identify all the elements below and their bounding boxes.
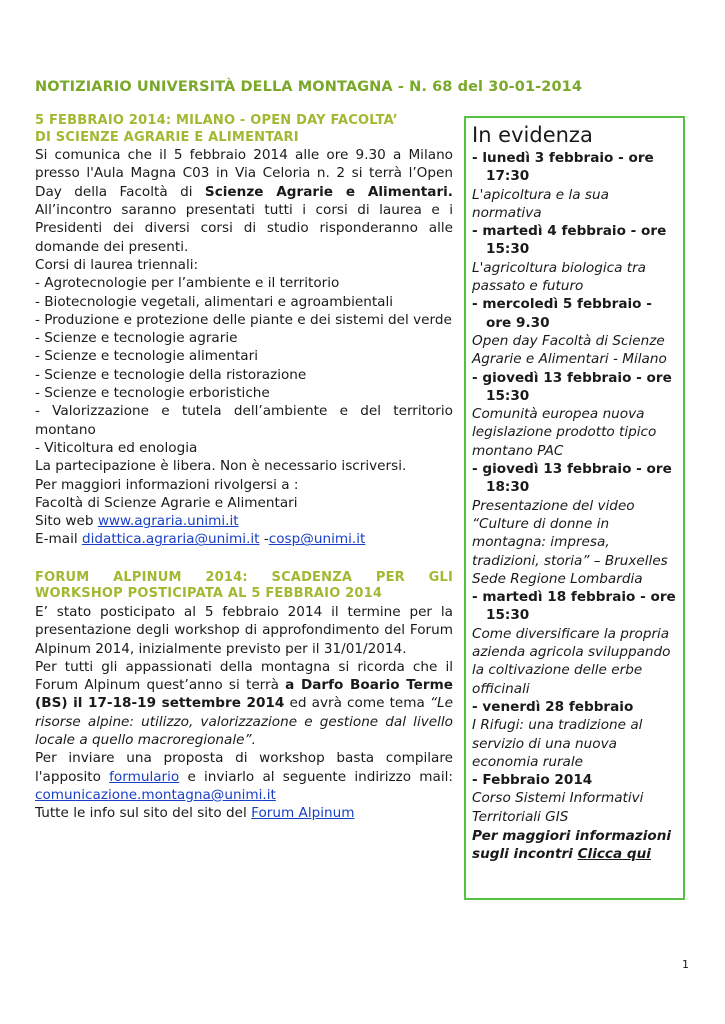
course-item: - Scienze e tecnologie alimentari: [35, 348, 259, 365]
event-date: - Febbraio 2014: [472, 772, 593, 789]
more-info-text: Per maggiori informazioni sugli incontri: [472, 827, 672, 863]
event-date: - mercoledì 5 febbraio - ore 9.30: [472, 296, 652, 331]
article-title: [35, 113, 453, 146]
paragraph-text: Per inviare una proposta di workshop basta compilare l'apposito: [35, 750, 453, 785]
event-title: Come diversificare la propria azienda agricola sviluppando la coltivazione delle erbe officinali: [472, 625, 671, 697]
course-item: - Scienze e tecnologie della ristorazione: [35, 366, 307, 383]
event-title: L'apicoltura e la sua normativa: [472, 186, 609, 221]
course-item: - Scienze e tecnologie agrarie: [35, 330, 238, 347]
event-date: - giovedì 13 febbraio - ore 18:30: [472, 461, 672, 496]
courses-list: [35, 274, 453, 457]
article-title-line: DI SCIENZE AGRARIE E ALIMENTARI: [35, 129, 299, 145]
event-date: - martedì 4 febbraio - ore 15:30: [472, 223, 667, 258]
form-link[interactable]: formulario: [109, 768, 180, 785]
forum-theme: “Le risorse alpine: utilizzo, valorizzazione e gestione dal livello locale a quello macroregionale”.: [35, 695, 453, 748]
event-date: - venerdì 28 febbraio: [472, 698, 634, 715]
info-note: Per maggiori informazioni rivolgersi a :: [35, 476, 299, 493]
course-item: - Produzione e protezione delle piante e dei sistemi del verde: [35, 311, 452, 328]
event-title: Comunità europea nuova legislazione prodotto tipico montano PAC: [472, 406, 657, 459]
email-line: [35, 530, 453, 548]
website-line: [35, 512, 453, 530]
event-date: - martedì 18 febbraio - ore 15:30: [472, 589, 676, 624]
more-info: [472, 827, 678, 864]
event-location-date: a Darfo Boario Terme (BS) il 17-18-19 settembre 2014: [35, 677, 453, 712]
event-title: L'agricoltura biologica tra passato e futuro: [472, 259, 646, 295]
paragraph-text: Per tutti gli appassionati della montagna si ricorda che il Forum Alpinum quest’anno si terrà: [35, 658, 453, 694]
event-date: - giovedì 13 febbraio - ore 15:30: [472, 369, 672, 404]
newsletter-header: NOTIZIARIO UNIVERSITÀ DELLA MONTAGNA - N. 68 del 30-01-2014: [35, 79, 583, 95]
intro-text: Si comunica che il 5 febbraio 2014 alle ore 9.30 a Milano presso l'Aula Magna C03 in Via Celoria n. 2 si terrà l’Open Day della Facoltà di: [35, 147, 453, 200]
forum-alpinum-link[interactable]: Forum Alpinum: [251, 805, 355, 822]
event-date: - lunedì 3 febbraio - ore 17:30: [472, 150, 654, 185]
course-item: - Agrotecnologie per l’ambiente e il territorio: [35, 275, 340, 292]
event-title: Corso Sistemi Informativi Territoriali GIS: [472, 790, 644, 825]
intro-text: All’incontro saranno presentati tutti i corsi di laurea e i Presidenti dei diversi corsi di studio risponderanno alle domande dei presenti.: [35, 202, 453, 255]
paragraph-text: ed avrà come tema: [284, 695, 431, 712]
article-forum-alpinum: [35, 570, 453, 823]
article-title-line: 5 FEBBRAIO 2014: MILANO - OPEN DAY FACOLTA’: [35, 113, 398, 128]
article-title: [35, 570, 453, 603]
course-item: - Viticoltura ed enologia: [35, 439, 198, 456]
article-intro: [35, 146, 453, 256]
event-title: Presentazione del video “Culture di donne in montagna: impresa, tradizioni, storia” – Bruxelles Sede Regione Lombardia: [472, 497, 668, 587]
event-title: I Rifugi: una tradizione al servizio di una nuova economia rurale: [472, 717, 643, 770]
article-title-line: WORKSHOP POSTICIPATA AL 5 FEBBRAIO 2014: [35, 586, 383, 602]
sidebar-title: In evidenza: [472, 123, 593, 147]
article-paragraph: [35, 749, 453, 804]
course-item: - Biotecnologie vegetali, alimentari e agroambientali: [35, 293, 394, 310]
course-item: - Valorizzazione e tutela dell’ambiente e del territorio montano: [35, 403, 453, 438]
email-separator: -: [259, 531, 269, 548]
website-label: Sito web: [35, 513, 98, 530]
main-column: [35, 113, 453, 822]
email-link-didattica[interactable]: didattica.agraria@unimi.it: [81, 531, 260, 548]
article-paragraph: E’ stato posticipato al 5 febbraio 2014 il termine per la presentazione degli workshop di approfondimento del Forum Alpinum 2014, inizialmente previsto per il 31/01/2014.: [35, 603, 453, 657]
email-link-cosp[interactable]: cosp@unimi.it: [268, 531, 366, 548]
events-list: [472, 149, 678, 826]
email-link-comunicazione[interactable]: comunicazione.montagna@unimi.it: [35, 786, 276, 803]
email-label: E-mail: [35, 531, 82, 548]
course-item: - Scienze e tecnologie erboristiche: [35, 385, 270, 402]
click-here-link[interactable]: Clicca qui: [577, 846, 651, 863]
page-number: 1: [682, 958, 689, 971]
paragraph-text: e inviarlo al seguente indirizzo mail:: [179, 768, 453, 785]
article-paragraph: [35, 658, 453, 749]
article-open-day: [35, 113, 453, 549]
faculty-name: Scienze Agrarie e Alimentari.: [204, 183, 453, 200]
event-title: Open day Facoltà di Scienze Agrarie e Alimentari - Milano: [472, 332, 667, 368]
participation-note: La partecipazione è libera. Non è necessario iscriversi.: [35, 458, 407, 475]
paragraph-text: Tutte le info sul sito del sito del: [35, 805, 252, 822]
highlights-sidebar: [464, 116, 685, 900]
courses-label: Corsi di laurea triennali:: [35, 256, 199, 273]
article-title-line: FORUM ALPINUM 2014: SCADENZA PER GLI: [35, 569, 453, 585]
website-link[interactable]: www.agraria.unimi.it: [97, 513, 239, 530]
article-paragraph: [35, 804, 453, 822]
faculty-contact: Facoltà di Scienze Agrarie e Alimentari: [35, 494, 298, 511]
